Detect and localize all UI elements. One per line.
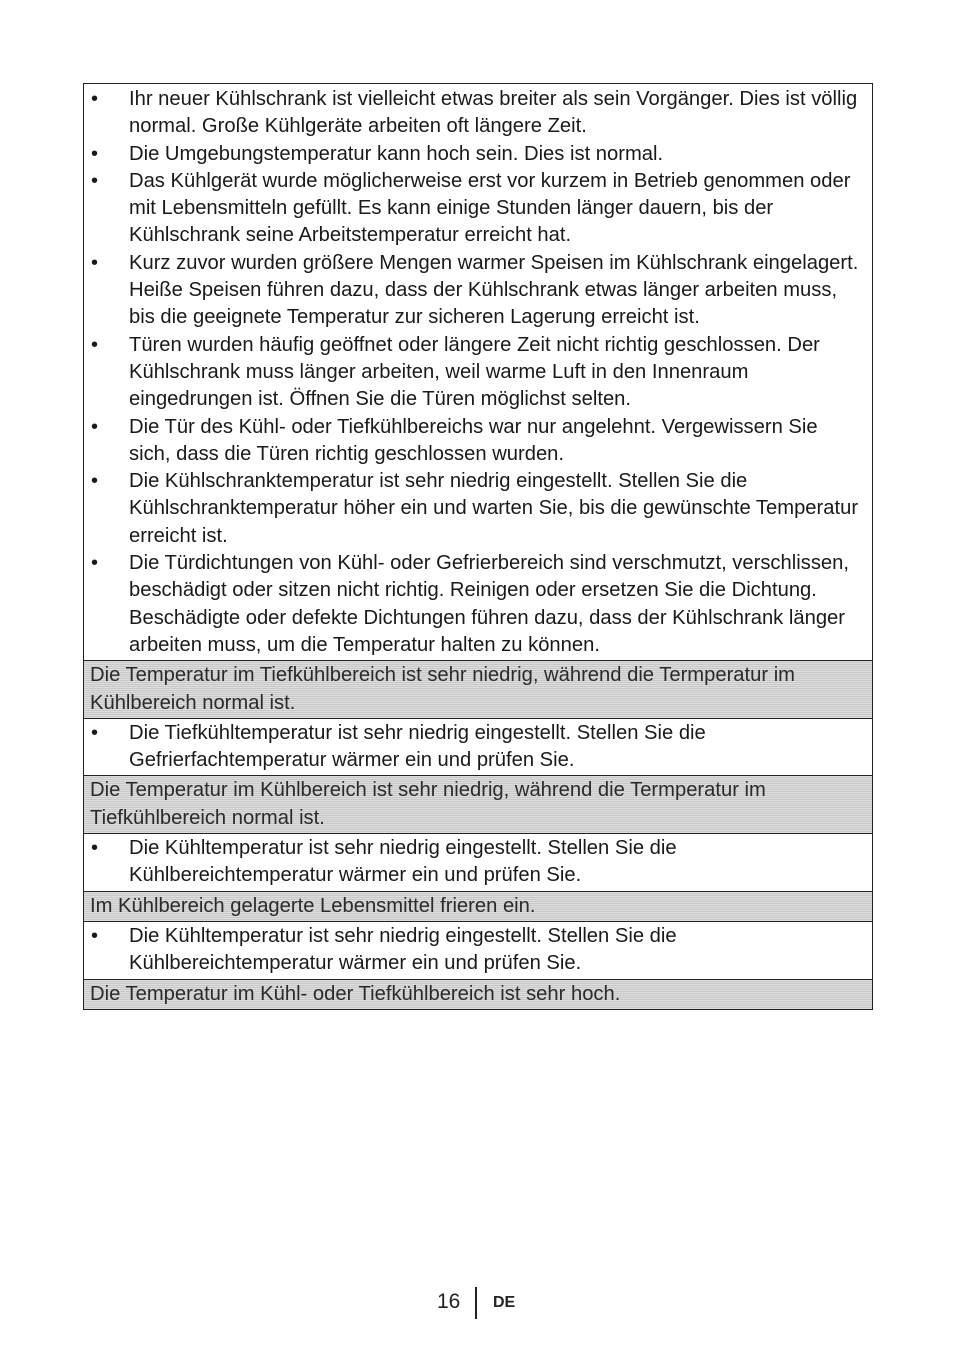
- problem-heading: Die Temperatur im Kühlbereich ist sehr niedrig, während die Termperatur im Tiefkühlbereich normal ist.: [84, 775, 872, 833]
- list-item: • Die Kühltemperatur ist sehr niedrig eingestellt. Stellen Sie die Kühlbereichtemperatur wärmer ein und prüfen Sie.: [84, 923, 872, 978]
- page-number: 16: [437, 1290, 461, 1313]
- list-item: • Die Kühltemperatur ist sehr niedrig eingestellt. Stellen Sie die Kühlbereichtemperatur wärmer ein und prüfen Sie.: [84, 835, 872, 890]
- footer-divider: [475, 1287, 477, 1319]
- list-item: • Kurz zuvor wurden größere Mengen warmer Speisen im Kühlschrank eingelagert. Heiße Speisen führen dazu, dass der Kühlschrank etwas länger arbeiten muss, bis die geeignete Temperatur zur sicheren Lagerung erreicht ist.: [84, 250, 872, 332]
- bullet-list: [84, 84, 872, 660]
- solution-bullet-row: [84, 921, 872, 979]
- bullet-list: [84, 719, 872, 776]
- problem-heading: Die Temperatur im Tiefkühlbereich ist sehr niedrig, während die Termperatur im Kühlbereich normal ist.: [84, 660, 872, 718]
- problem-heading: Im Kühlbereich gelagerte Lebensmittel frieren ein.: [84, 891, 872, 921]
- list-item: • Das Kühlgerät wurde möglicherweise erst vor kurzem in Betrieb genommen oder mit Lebensmitteln gefüllt. Es kann einige Stunden länger dauern, bis der Kühlschrank seine Arbeitstemperatur erreicht hat.: [84, 168, 872, 250]
- list-item: • Die Türdichtungen von Kühl- oder Gefrierbereich sind verschmutzt, verschlissen, beschädigt oder sitzen nicht richtig. Reinigen oder ersetzen Sie die Dichtung. Beschädigte oder defekte Dichtungen führen dazu, dass der Kühlschrank länger arbeiten muss, um die Temperatur halten zu können.: [84, 550, 872, 659]
- bullet-list: [84, 922, 872, 979]
- bullet-list: [84, 834, 872, 891]
- solution-bullet-row: [84, 718, 872, 776]
- problem-heading: Die Temperatur im Kühl- oder Tiefkühlbereich ist sehr hoch.: [84, 979, 872, 1009]
- list-item: • Die Umgebungstemperatur kann hoch sein. Dies ist normal.: [84, 141, 872, 168]
- list-item: • Die Tiefkühltemperatur ist sehr niedrig eingestellt. Stellen Sie die Gefrierfachtemperatur wärmer ein und prüfen Sie.: [84, 720, 872, 775]
- list-item: • Türen wurden häufig geöffnet oder längere Zeit nicht richtig geschlossen. Der Kühlschrank muss länger arbeiten, weil warme Luft in den Innenraum eingedrungen ist. Öffnen Sie die Türen möglichst selten.: [84, 332, 872, 414]
- intro-bullet-row: [84, 84, 872, 660]
- page-footer: [0, 1287, 954, 1319]
- list-item: • Die Tür des Kühl- oder Tiefkühlbereichs war nur angelehnt. Vergewissern Sie sich, dass die Türen richtig geschlossen wurden.: [84, 414, 872, 469]
- solution-bullet-row: [84, 833, 872, 891]
- list-item: • Ihr neuer Kühlschrank ist vielleicht etwas breiter als sein Vorgänger. Dies ist völlig normal. Große Kühlgeräte arbeiten oft längere Zeit.: [84, 86, 872, 141]
- troubleshooting-table: [83, 83, 873, 1010]
- language-code: DE: [493, 1294, 516, 1311]
- list-item: • Die Kühlschranktemperatur ist sehr niedrig eingestellt. Stellen Sie die Kühlschranktemperatur höher ein und warten Sie, bis die gewünschte Temperatur erreicht ist.: [84, 468, 872, 550]
